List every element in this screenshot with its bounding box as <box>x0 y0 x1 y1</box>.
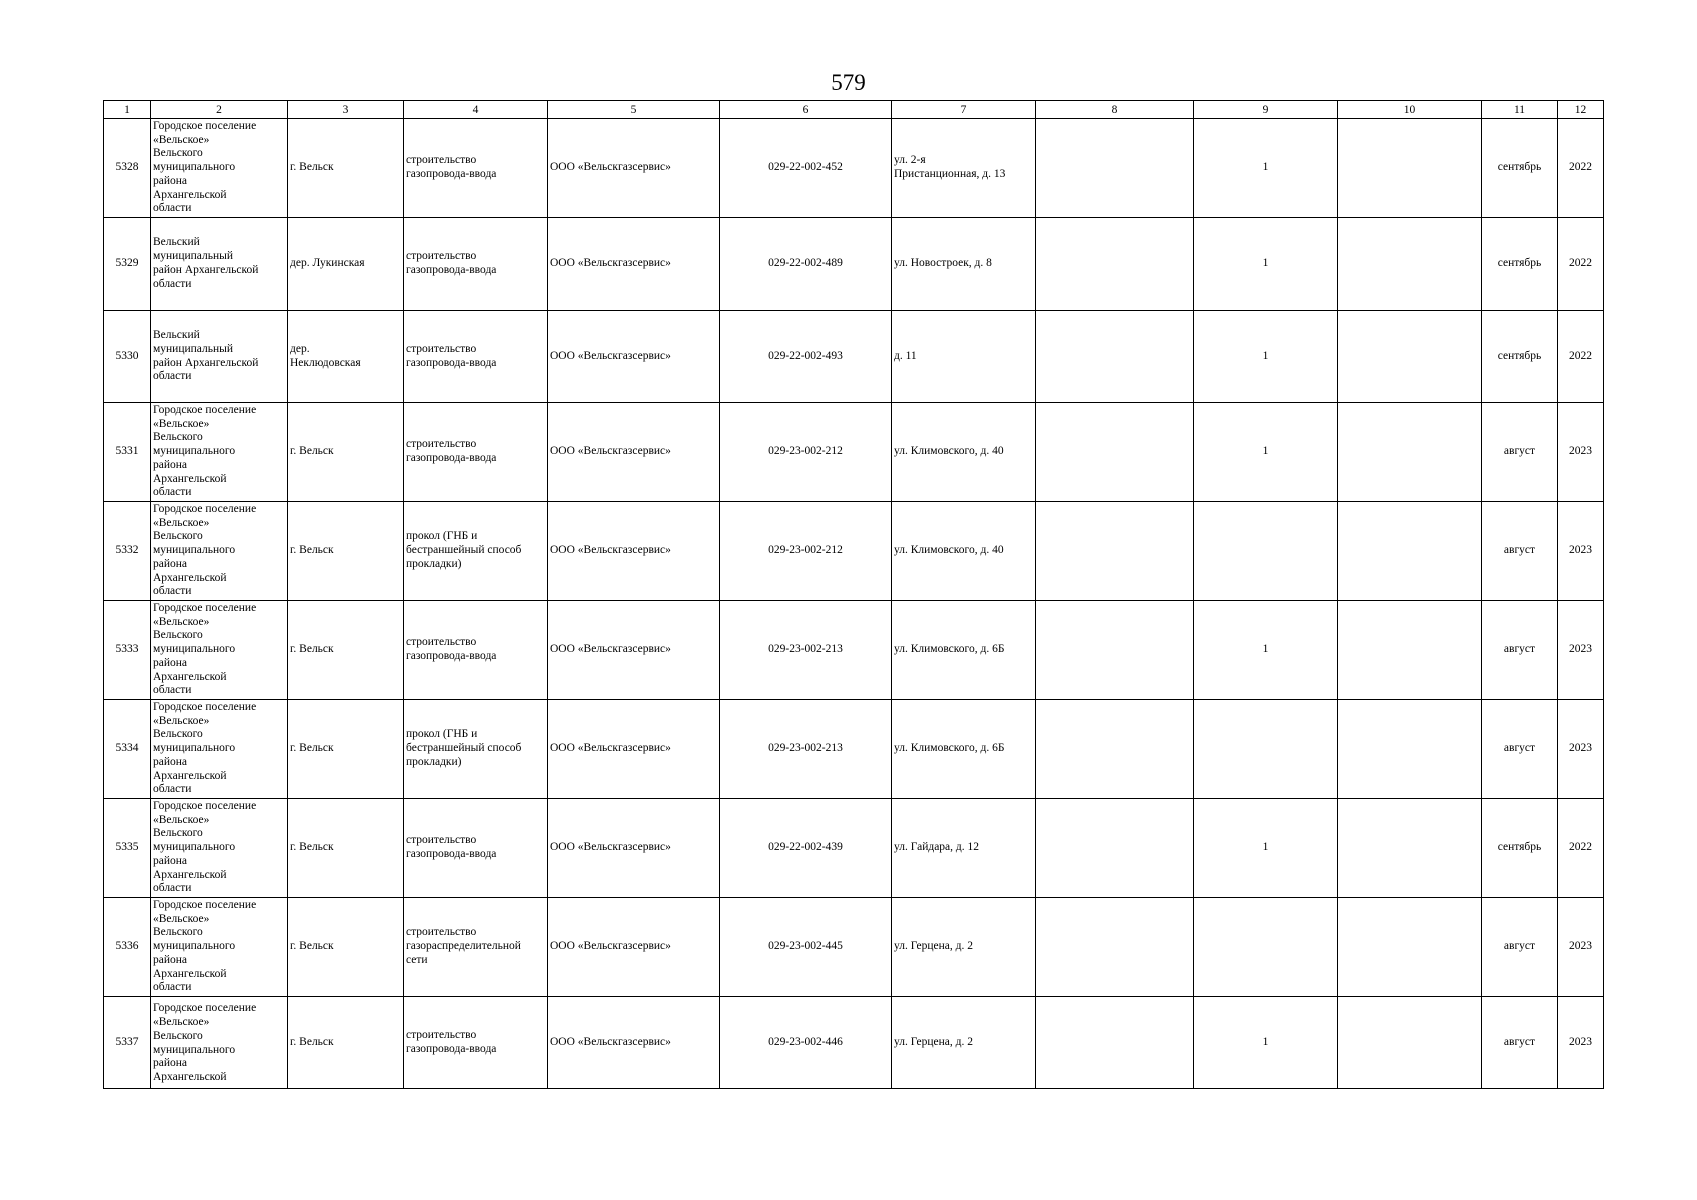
month-cell: сентябрь <box>1482 311 1558 403</box>
table-row <box>104 311 1604 403</box>
quantity-cell: 1 <box>1194 403 1338 502</box>
work-type-cell: строительство газораспределительной сети <box>404 898 548 997</box>
quantity-cell: 1 <box>1194 997 1338 1089</box>
year-cell: 2023 <box>1558 898 1604 997</box>
municipality-cell: Вельский муниципальный район Архангельской области <box>151 218 288 311</box>
address-cell: ул. Климовского, д. 40 <box>892 403 1036 502</box>
table-row <box>104 700 1604 799</box>
column-10-cell <box>1338 997 1482 1089</box>
row-number: 5336 <box>104 898 151 997</box>
month-cell: сентябрь <box>1482 218 1558 311</box>
object-code-cell: 029-23-002-212 <box>720 403 892 502</box>
column-header: 6 <box>720 101 892 119</box>
municipality-cell: Городское поселение «Вельское» Вельского муниципального района Архангельской области <box>151 700 288 799</box>
column-header: 1 <box>104 101 151 119</box>
settlement-cell: дер. Лукинская <box>288 218 404 311</box>
work-type-cell: строительство газопровода-ввода <box>404 601 548 700</box>
column-header: 10 <box>1338 101 1482 119</box>
column-header: 3 <box>288 101 404 119</box>
settlement-cell: г. Вельск <box>288 898 404 997</box>
organization-cell: ООО «Вельскгазсервис» <box>548 997 720 1089</box>
table-header-row <box>104 101 1604 119</box>
settlement-cell: г. Вельск <box>288 403 404 502</box>
row-number: 5333 <box>104 601 151 700</box>
address-cell: ул. Герцена, д. 2 <box>892 898 1036 997</box>
table-row <box>104 601 1604 700</box>
column-10-cell <box>1338 218 1482 311</box>
object-code-cell: 029-23-002-212 <box>720 502 892 601</box>
table-row <box>104 997 1604 1089</box>
row-number: 5334 <box>104 700 151 799</box>
column-10-cell <box>1338 403 1482 502</box>
column-8-cell <box>1036 601 1194 700</box>
row-number: 5335 <box>104 799 151 898</box>
object-code-cell: 029-22-002-452 <box>720 119 892 218</box>
column-header: 11 <box>1482 101 1558 119</box>
work-type-cell: прокол (ГНБ и бестраншейный способ прокладки) <box>404 502 548 601</box>
month-cell: август <box>1482 700 1558 799</box>
settlement-cell: г. Вельск <box>288 700 404 799</box>
quantity-cell: 1 <box>1194 311 1338 403</box>
column-8-cell <box>1036 119 1194 218</box>
settlement-cell: дер. Неклюдовская <box>288 311 404 403</box>
month-cell: август <box>1482 403 1558 502</box>
organization-cell: ООО «Вельскгазсервис» <box>548 218 720 311</box>
column-10-cell <box>1338 502 1482 601</box>
row-number: 5337 <box>104 997 151 1089</box>
column-header: 7 <box>892 101 1036 119</box>
address-cell: ул. Новостроек, д. 8 <box>892 218 1036 311</box>
row-number: 5330 <box>104 311 151 403</box>
column-8-cell <box>1036 700 1194 799</box>
column-8-cell <box>1036 502 1194 601</box>
address-cell: ул. 2-я Пристанционная, д. 13 <box>892 119 1036 218</box>
month-cell: август <box>1482 502 1558 601</box>
address-cell: ул. Климовского, д. 6Б <box>892 700 1036 799</box>
row-number: 5329 <box>104 218 151 311</box>
work-type-cell: строительство газопровода-ввода <box>404 997 548 1089</box>
year-cell: 2023 <box>1558 502 1604 601</box>
object-code-cell: 029-23-002-213 <box>720 601 892 700</box>
year-cell: 2022 <box>1558 311 1604 403</box>
table-row <box>104 218 1604 311</box>
municipality-cell: Городское поселение «Вельское» Вельского муниципального района Архангельской области <box>151 799 288 898</box>
column-8-cell <box>1036 898 1194 997</box>
column-header: 8 <box>1036 101 1194 119</box>
quantity-cell: 1 <box>1194 119 1338 218</box>
municipality-cell: Городское поселение «Вельское» Вельского муниципального района Архангельской области <box>151 601 288 700</box>
organization-cell: ООО «Вельскгазсервис» <box>548 898 720 997</box>
quantity-cell: 1 <box>1194 218 1338 311</box>
object-code-cell: 029-22-002-489 <box>720 218 892 311</box>
quantity-cell <box>1194 700 1338 799</box>
quantity-cell: 1 <box>1194 799 1338 898</box>
address-cell: ул. Климовского, д. 40 <box>892 502 1036 601</box>
organization-cell: ООО «Вельскгазсервис» <box>548 601 720 700</box>
table-row <box>104 898 1604 997</box>
column-10-cell <box>1338 119 1482 218</box>
column-8-cell <box>1036 218 1194 311</box>
organization-cell: ООО «Вельскгазсервис» <box>548 311 720 403</box>
month-cell: август <box>1482 997 1558 1089</box>
municipality-cell: Городское поселение «Вельское» Вельского муниципального района Архангельской <box>151 997 288 1089</box>
row-number: 5331 <box>104 403 151 502</box>
organization-cell: ООО «Вельскгазсервис» <box>548 502 720 601</box>
organization-cell: ООО «Вельскгазсервис» <box>548 700 720 799</box>
work-type-cell: прокол (ГНБ и бестраншейный способ прокладки) <box>404 700 548 799</box>
object-code-cell: 029-23-002-445 <box>720 898 892 997</box>
column-10-cell <box>1338 799 1482 898</box>
year-cell: 2022 <box>1558 119 1604 218</box>
column-10-cell <box>1338 700 1482 799</box>
table-row <box>104 403 1604 502</box>
municipality-cell: Городское поселение «Вельское» Вельского муниципального района Архангельской области <box>151 898 288 997</box>
municipality-cell: Городское поселение «Вельское» Вельского муниципального района Архангельской области <box>151 502 288 601</box>
work-type-cell: строительство газопровода-ввода <box>404 799 548 898</box>
column-10-cell <box>1338 311 1482 403</box>
month-cell: сентябрь <box>1482 799 1558 898</box>
column-10-cell <box>1338 898 1482 997</box>
work-type-cell: строительство газопровода-ввода <box>404 403 548 502</box>
settlement-cell: г. Вельск <box>288 119 404 218</box>
column-8-cell <box>1036 997 1194 1089</box>
settlement-cell: г. Вельск <box>288 799 404 898</box>
settlement-cell: г. Вельск <box>288 997 404 1089</box>
address-cell: ул. Герцена, д. 2 <box>892 997 1036 1089</box>
column-8-cell <box>1036 403 1194 502</box>
work-type-cell: строительство газопровода-ввода <box>404 311 548 403</box>
object-code-cell: 029-23-002-213 <box>720 700 892 799</box>
work-type-cell: строительство газопровода-ввода <box>404 119 548 218</box>
page-number: 579 <box>831 70 866 95</box>
month-cell: август <box>1482 601 1558 700</box>
column-10-cell <box>1338 601 1482 700</box>
object-code-cell: 029-22-002-439 <box>720 799 892 898</box>
column-header: 4 <box>404 101 548 119</box>
municipality-cell: Городское поселение «Вельское» Вельского муниципального района Архангельской области <box>151 403 288 502</box>
organization-cell: ООО «Вельскгазсервис» <box>548 119 720 218</box>
column-header: 9 <box>1194 101 1338 119</box>
month-cell: сентябрь <box>1482 119 1558 218</box>
municipality-cell: Городское поселение «Вельское» Вельского муниципального района Архангельской области <box>151 119 288 218</box>
organization-cell: ООО «Вельскгазсервис» <box>548 403 720 502</box>
organization-cell: ООО «Вельскгазсервис» <box>548 799 720 898</box>
address-cell: д. 11 <box>892 311 1036 403</box>
column-header: 5 <box>548 101 720 119</box>
municipality-cell: Вельский муниципальный район Архангельской области <box>151 311 288 403</box>
month-cell: август <box>1482 898 1558 997</box>
row-number: 5328 <box>104 119 151 218</box>
object-code-cell: 029-23-002-446 <box>720 997 892 1089</box>
column-header: 12 <box>1558 101 1604 119</box>
column-8-cell <box>1036 799 1194 898</box>
settlement-cell: г. Вельск <box>288 601 404 700</box>
table-row <box>104 799 1604 898</box>
column-header: 2 <box>151 101 288 119</box>
object-code-cell: 029-22-002-493 <box>720 311 892 403</box>
address-cell: ул. Гайдара, д. 12 <box>892 799 1036 898</box>
table-row <box>104 502 1604 601</box>
address-cell: ул. Климовского, д. 6Б <box>892 601 1036 700</box>
settlement-cell: г. Вельск <box>288 502 404 601</box>
column-8-cell <box>1036 311 1194 403</box>
year-cell: 2022 <box>1558 799 1604 898</box>
row-number: 5332 <box>104 502 151 601</box>
year-cell: 2022 <box>1558 218 1604 311</box>
registry-table <box>103 100 1604 1089</box>
year-cell: 2023 <box>1558 403 1604 502</box>
year-cell: 2023 <box>1558 601 1604 700</box>
year-cell: 2023 <box>1558 700 1604 799</box>
work-type-cell: строительство газопровода-ввода <box>404 218 548 311</box>
quantity-cell <box>1194 898 1338 997</box>
year-cell: 2023 <box>1558 997 1604 1089</box>
table-row <box>104 119 1604 218</box>
quantity-cell <box>1194 502 1338 601</box>
quantity-cell: 1 <box>1194 601 1338 700</box>
